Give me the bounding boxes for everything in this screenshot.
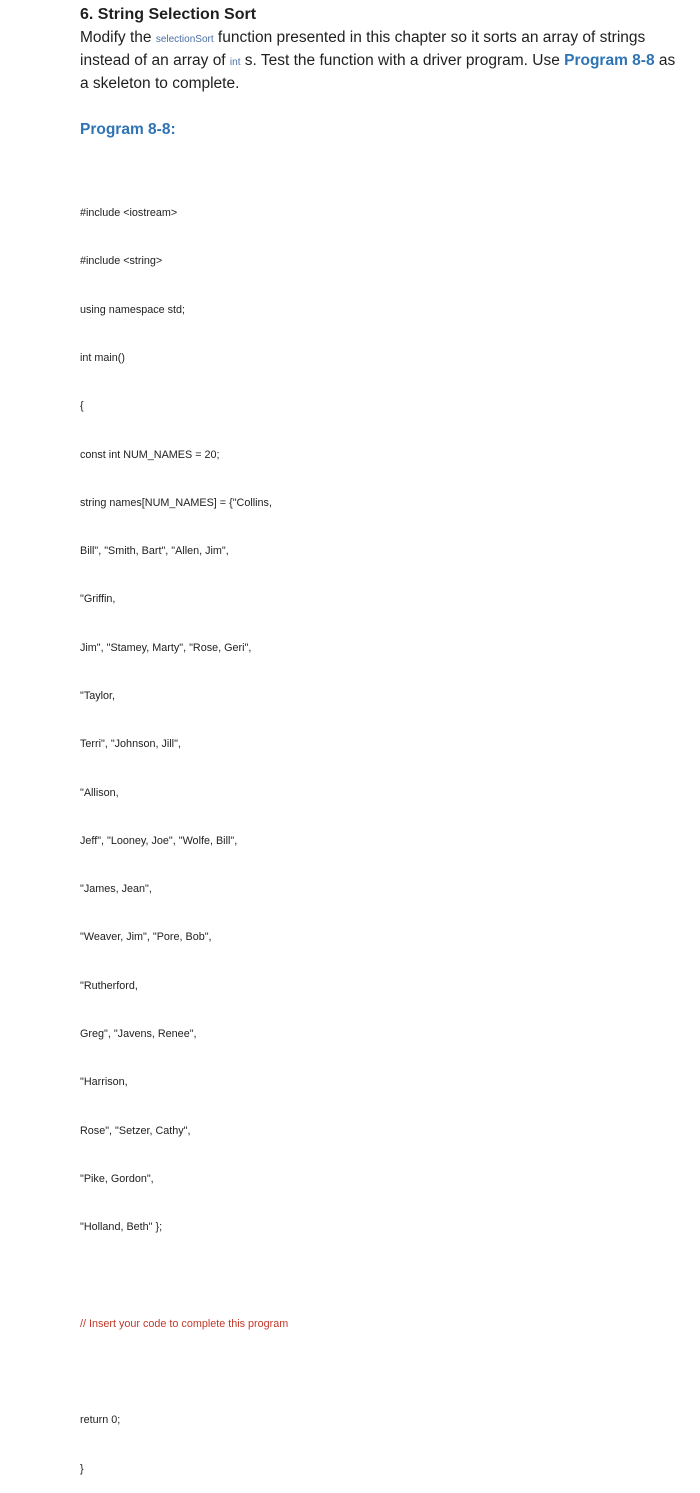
code-line: int main() <box>80 352 125 365</box>
closing-brace: } <box>80 1462 84 1475</box>
code-line: "Griffin, <box>80 593 116 606</box>
code-line: Terri", "Johnson, Jill", <box>80 738 181 751</box>
return-line: return 0; <box>80 1414 121 1427</box>
code-line: "Weaver, Jim", "Pore, Bob", <box>80 931 212 944</box>
code-line: "Rutherford, <box>80 979 138 992</box>
instructions-paragraph <box>80 27 680 94</box>
code-line: "Taylor, <box>80 690 116 702</box>
program-reference-link[interactable]: Program 8-8 <box>564 52 655 69</box>
function-name: selectionSort <box>155 34 214 45</box>
code-line: "Holland, Beth" }; <box>80 1221 163 1234</box>
code-line: Jim", "Stamey, Marty", "Rose, Geri", <box>80 641 252 654</box>
code-line: { <box>80 400 84 413</box>
intro-text-3: s. Test the function with a driver program. Use <box>240 52 565 69</box>
blank-line <box>80 1364 288 1380</box>
code-line: Jeff", "Looney, Joe", "Wolfe, Bill", <box>80 834 238 847</box>
code-line: "James, Jean", <box>80 883 152 896</box>
section-title: Program 8-8: <box>80 121 176 138</box>
intro-text-2: function presented in this chapter so it sorts an array of strings instead of an array of <box>80 29 646 69</box>
code-line: #include <string> <box>80 255 163 268</box>
code-comment: // Insert your code to complete this program <box>80 1317 289 1330</box>
code-line: Rose", "Setzer, Cathy", <box>80 1124 191 1137</box>
page-title: 6. String Selection Sort <box>80 6 257 23</box>
intro-text-1: Modify the <box>80 29 156 46</box>
code-listing <box>80 173 288 1493</box>
code-line: "Harrison, <box>80 1076 128 1089</box>
code-line: using namespace std; <box>80 303 186 316</box>
code-line: string names[NUM_NAMES] = {"Collins, <box>80 496 272 509</box>
intro-text-4: as a skeleton to complete. <box>80 52 676 92</box>
blank-line <box>80 1267 288 1283</box>
code-line: "Allison, <box>80 786 119 799</box>
code-line: Bill", "Smith, Bart", "Allen, Jim", <box>80 545 229 558</box>
code-line: const int NUM_NAMES = 20; <box>80 448 220 461</box>
code-line: #include <iostream> <box>80 207 178 220</box>
code-line: "Pike, Gordon", <box>80 1172 154 1185</box>
code-line: Greg", "Javens, Renee", <box>80 1027 197 1040</box>
type-name: int <box>229 57 241 68</box>
